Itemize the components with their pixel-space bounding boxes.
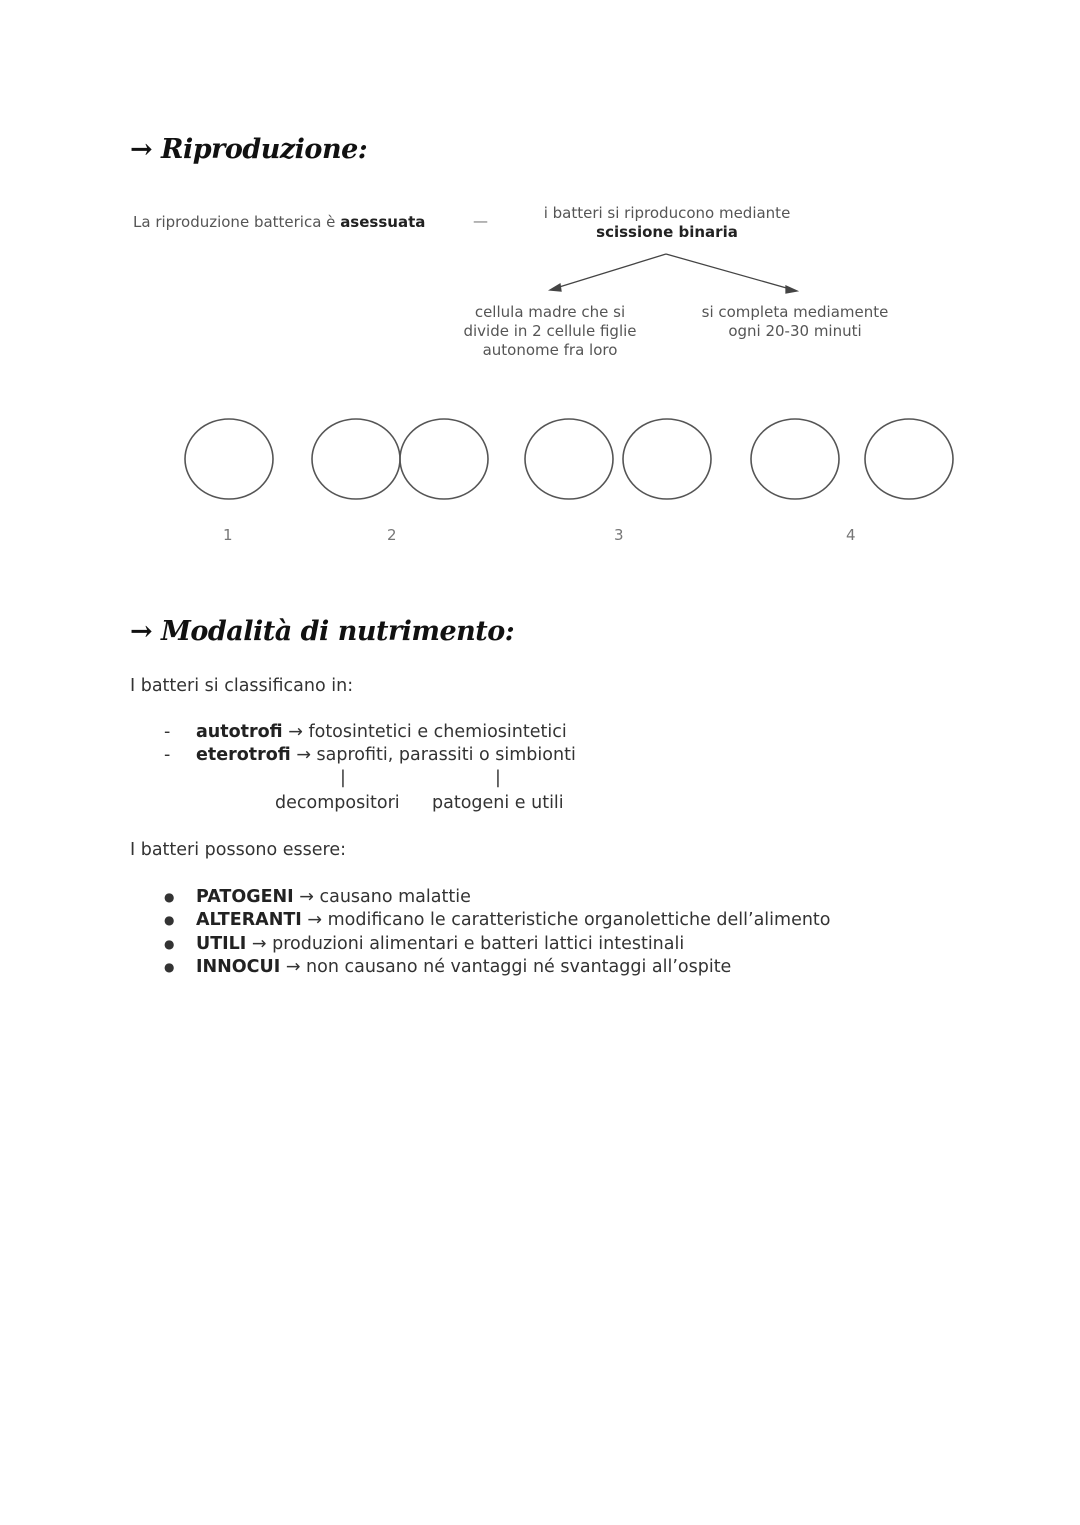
branch-right-line: si completa mediamente bbox=[701, 303, 889, 321]
arrowhead-right-icon bbox=[786, 286, 797, 293]
categories-intro: I batteri possono essere: bbox=[130, 840, 347, 860]
sub-label-patogeni-utili: patogeni e utili bbox=[432, 793, 564, 813]
type-term: eterotrofi bbox=[196, 745, 291, 765]
nutrition-heading: → Modalità di nutrimento: bbox=[130, 616, 515, 647]
branch-left-line: autonome fra loro bbox=[482, 341, 618, 359]
branch-right-line: ogni 20-30 minuti bbox=[728, 322, 862, 340]
category-desc: → modificano le caratteristiche organolettiche dell’alimento bbox=[301, 910, 831, 930]
branch-arrow-right bbox=[666, 254, 790, 289]
list-item bbox=[164, 957, 732, 977]
category-desc: → non causano né vantaggi né svantaggi all’ospite bbox=[280, 957, 732, 977]
list-item bbox=[164, 722, 567, 742]
stage-label-3: 3 bbox=[614, 526, 624, 544]
cell-stage-4b bbox=[865, 419, 953, 499]
branch-arrows bbox=[550, 254, 797, 293]
stage-label-2: 2 bbox=[387, 526, 397, 544]
dash-marker: - bbox=[164, 745, 171, 765]
branch-left-line: divide in 2 cellule figlie bbox=[463, 322, 637, 340]
sub-label-decompositori: decompositori bbox=[275, 793, 400, 813]
fission-diagram bbox=[0, 0, 1080, 600]
cell-stage-1 bbox=[185, 419, 273, 499]
category-term: PATOGENI bbox=[196, 887, 294, 907]
bullet-icon: ● bbox=[164, 960, 175, 974]
arrowhead-left-icon bbox=[550, 284, 561, 291]
type-desc: → saprofiti, parassiti o simbionti bbox=[290, 745, 576, 765]
stage-label-1: 1 bbox=[223, 526, 233, 544]
bullet-icon: ● bbox=[164, 890, 175, 904]
stage-label-4: 4 bbox=[846, 526, 856, 544]
reproduction-summary-bold: scissione binaria bbox=[596, 223, 738, 241]
category-term: INNOCUI bbox=[196, 957, 281, 977]
sub-pipe-right: | bbox=[495, 768, 501, 788]
category-term: UTILI bbox=[196, 934, 247, 954]
cell-stage-3a bbox=[525, 419, 613, 499]
cell-stage-4a bbox=[751, 419, 839, 499]
cell-stages bbox=[185, 419, 953, 499]
type-term: autotrofi bbox=[196, 722, 283, 742]
reproduction-intro-text: La riproduzione batterica è bbox=[133, 213, 341, 231]
branch-left-line: cellula madre che si bbox=[474, 303, 626, 321]
sub-pipe-left: | bbox=[340, 768, 346, 788]
type-desc: → fotosintetici e chemiosintetici bbox=[282, 722, 567, 742]
classify-intro: I batteri si classificano in: bbox=[130, 676, 354, 696]
reproduction-summary-line: i batteri si riproducono mediante bbox=[543, 204, 791, 222]
cell-stage-2a bbox=[312, 419, 400, 499]
list-item bbox=[164, 745, 576, 765]
category-desc: → produzioni alimentari e batteri lattici intestinali bbox=[246, 934, 685, 954]
bullet-icon: ● bbox=[164, 913, 175, 927]
branch-left-text bbox=[440, 303, 660, 360]
reproduction-connector: — bbox=[473, 212, 488, 230]
bullet-icon: ● bbox=[164, 937, 175, 951]
list-item bbox=[164, 934, 685, 954]
category-desc: → causano malattie bbox=[293, 887, 471, 907]
reproduction-heading: → Riproduzione: bbox=[130, 134, 368, 165]
branch-right-text bbox=[685, 303, 905, 341]
dash-marker: - bbox=[164, 722, 171, 742]
cell-stage-2b bbox=[400, 419, 488, 499]
category-term: ALTERANTI bbox=[196, 910, 302, 930]
cell-stage-3b bbox=[623, 419, 711, 499]
branch-arrow-left bbox=[556, 254, 666, 288]
list-item bbox=[164, 910, 831, 930]
list-item bbox=[164, 887, 471, 907]
reproduction-intro-bold: asessuata bbox=[340, 213, 426, 231]
